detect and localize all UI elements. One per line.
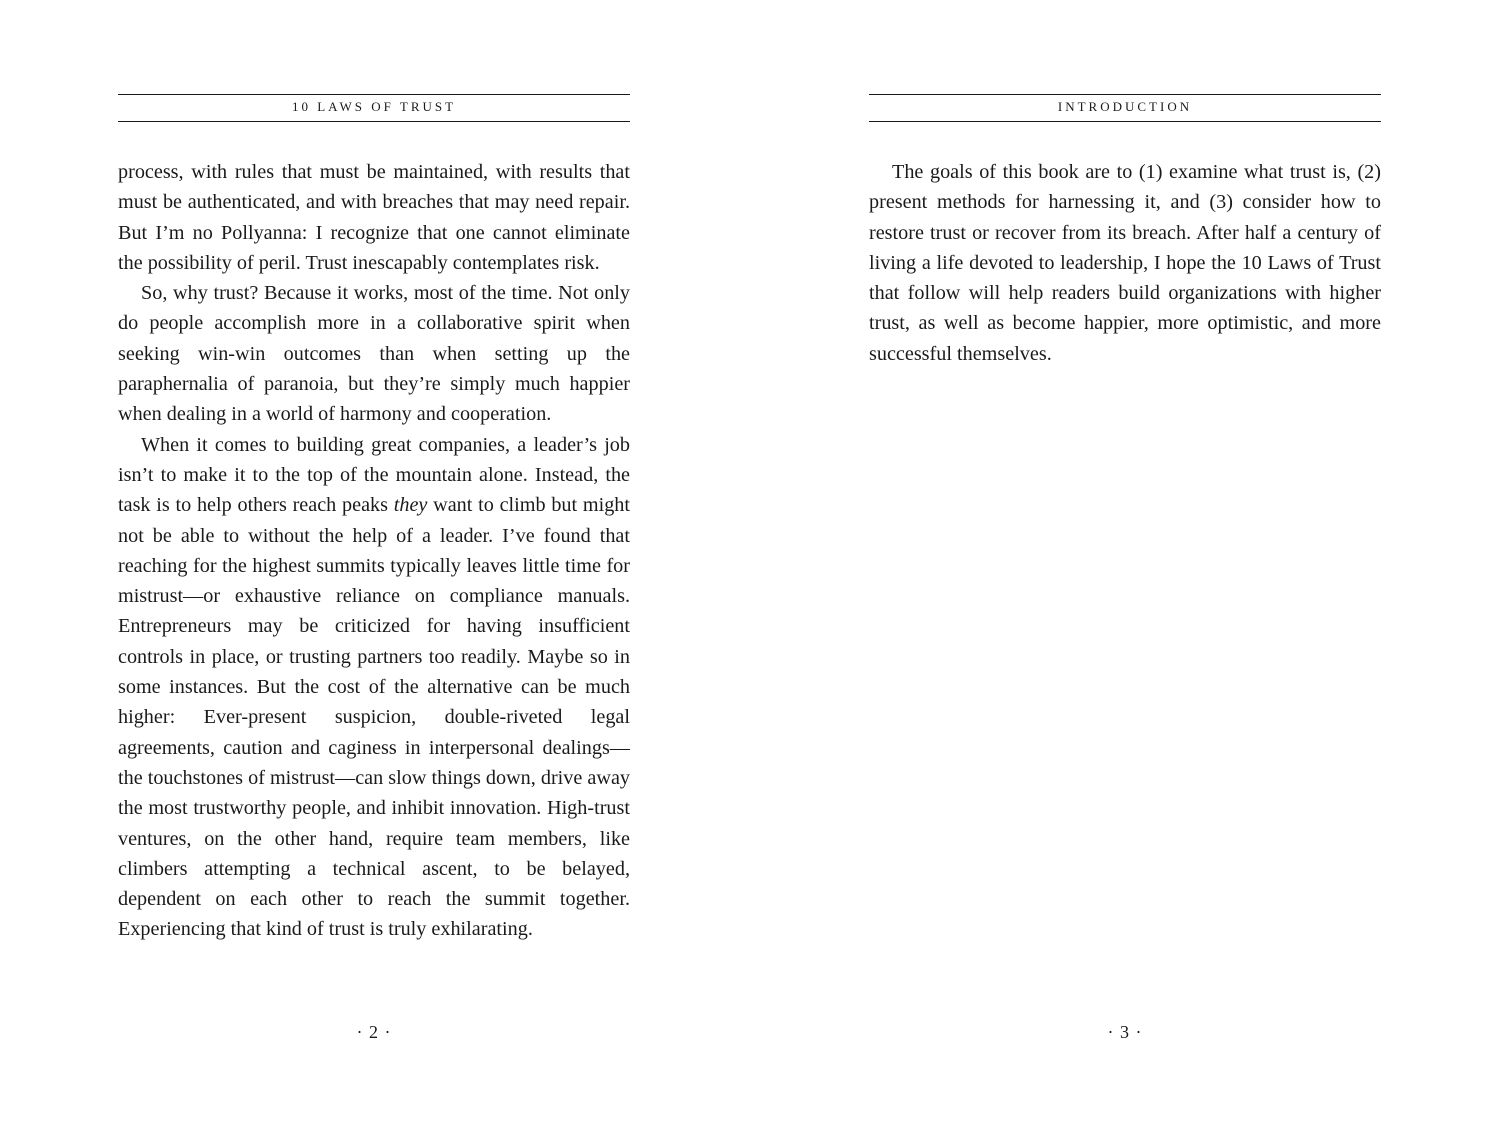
paragraph: The goals of this book are to (1) examine what trust is, (2) present methods for harnessing it, and (3) consider how to restore trust or recover from its breach. After half a century of living a life devoted to leadership, I hope the 10 Laws of Trust that follow will help readers build organizations with higher trust, as well as become happier, more optimistic, and more successful themselves.	[869, 161, 1381, 365]
paragraph: process, with rules that must be maintained, with results that must be authenticated, and with breaches that may need repair. But I’m no Pollyanna: I recognize that one cannot eliminate the possibility of peril. Trust inescapably contemplates risk.	[118, 161, 630, 274]
page-number-left: · 2 ·	[356, 1022, 392, 1042]
paragraph-text: want to climb but might not be able to without the help of a leader. I’ve found that reaching for the highest summits typically leaves little time for mistrust—or exhaustive reliance on compliance manuals. Entrepreneurs may be criticized for having insufficient controls in place, or trusting partners too readily. Maybe so in some instances. But the cost of the alternative can be much higher: Ever-present suspicion, double-riveted legal agreements, caution and caginess in interpersonal dealings—the touchstones of mistrust—can slow things down, drive away the most trustworthy people, and inhibit innovation. High-trust ventures, on the other hand, require team members, like climbers attempting a technical ascent, to be belayed, dependent on each other to reach the summit together. Experiencing that kind of trust is truly exhilarating.	[118, 494, 630, 941]
right-page	[869, 0, 1381, 1125]
right-page-body	[869, 157, 1381, 369]
page-number-right: · 3 ·	[1107, 1022, 1143, 1042]
running-head-right	[869, 94, 1381, 122]
running-head-title: INTRODUCTION	[1057, 99, 1193, 114]
emphasized-word: they	[393, 494, 428, 517]
running-head-left	[118, 94, 630, 122]
paragraph: So, why trust? Because it works, most of the time. Not only do people accomplish more in a collaborative spirit when seeking win-win outcomes than when setting up the paraphernalia of paranoia, but they’re simply much happier when dealing in a world of harmony and cooperation.	[118, 282, 630, 426]
running-head-title: 10 LAWS OF TRUST	[291, 99, 457, 114]
paragraph-text: When it comes to building great companies, a leader’s job isn’t to make it to the top of the mountain alone. Instead, the task is to help others reach peaks	[118, 433, 630, 517]
left-page	[118, 0, 630, 1125]
paragraph	[118, 430, 630, 945]
left-page-body	[118, 157, 630, 945]
